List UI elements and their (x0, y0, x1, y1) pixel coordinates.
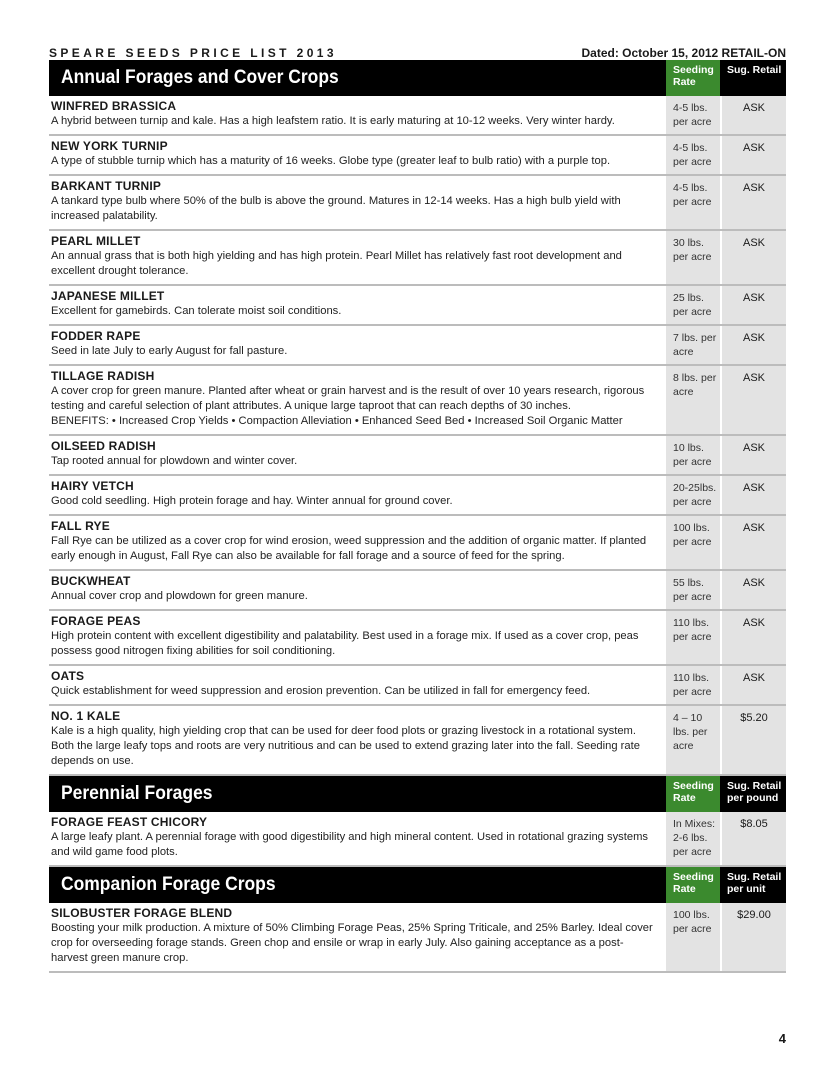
retail-price-header: Sug. Retail (720, 60, 786, 96)
seeding-rate: 8 lbs. per acre (666, 366, 720, 434)
product-row (49, 436, 786, 476)
product-row (49, 571, 786, 611)
product-name: OATS (51, 669, 85, 683)
retail-price: $5.20 (720, 706, 786, 774)
retail-price: ASK (720, 366, 786, 434)
product-name: WINFRED BRASSICA (51, 99, 177, 113)
product-description: High protein content with excellent digestibility and palatability. Best used in a forage mix. If used as a cover crop, peas possess good nitrogen fixing abilities for soil conditioning. (51, 630, 639, 657)
section-2 (49, 867, 786, 973)
seeding-rate: 4 – 10 lbs. per acre (666, 706, 720, 774)
product-description: A hybrid between turnip and kale. Has a high leafstem ratio. It is early maturing at 10-12 weeks. Very winter hardy. (51, 115, 615, 127)
product-description: A large leafy plant. A perennial forage with good digestibility and high mineral content. Used in rotational grazing systems and wild game food plots. (51, 831, 649, 858)
section-title: Perennial Forages (60, 783, 213, 804)
product-description: Good cold seedling. High protein forage and hay. Winter annual for ground cover. (51, 495, 453, 507)
page-number: 4 (778, 1031, 786, 1046)
product-description-cell (49, 176, 666, 229)
seeding-rate: 100 lbs. per acre (666, 516, 720, 569)
product-row (49, 516, 786, 571)
retail-price: $8.05 (720, 812, 786, 865)
seeding-rate-header: Seeding Rate (666, 867, 720, 903)
seeding-rate: 55 lbs. per acre (666, 571, 720, 609)
retail-price: ASK (720, 231, 786, 284)
product-description: An annual grass that is both high yielding and has high protein. Pearl Millet has relatively fast root development and excellent drought tolerance. (51, 250, 622, 277)
product-description: Tap rooted annual for plowdown and winter cover. (51, 455, 298, 467)
product-description-cell (49, 326, 666, 364)
product-row (49, 231, 786, 286)
section-0 (49, 60, 786, 776)
retail-price: $29.00 (720, 903, 786, 971)
retail-price: ASK (720, 516, 786, 569)
product-description: Kale is a high quality, high yielding crop that can be used for deer food plots or grazing livestock in a rotational system. Both the large leafy tops and roots are very nutritious and can be used to extend grazing later into the fall. Seeding rate depends on use. (51, 725, 640, 767)
product-description: Annual cover crop and plowdown for green manure. (51, 590, 308, 602)
seeding-rate: In Mixes: 2-6 lbs. per acre (666, 812, 720, 865)
retail-price: ASK (720, 476, 786, 514)
product-name: BARKANT TURNIP (51, 179, 162, 193)
seeding-rate: 4-5 lbs. per acre (666, 176, 720, 229)
product-name: FALL RYE (51, 519, 110, 533)
product-description-cell (49, 476, 666, 514)
product-description: A tankard type bulb where 50% of the bulb is above the ground. Matures in 12-14 weeks. Has a high bulb yield with increased palatability. (51, 195, 621, 222)
section-header (49, 60, 786, 96)
retail-price: ASK (720, 96, 786, 134)
seeding-rate: 110 lbs. per acre (666, 666, 720, 704)
section-1 (49, 776, 786, 867)
document-date: Dated: October 15, 2012 RETAIL-ON (581, 46, 786, 60)
document-title: SPEARE SEEDS PRICE LIST 2013 (49, 46, 337, 60)
product-row (49, 812, 786, 865)
section-header (49, 867, 786, 903)
product-name: OILSEED RADISH (51, 439, 156, 453)
product-benefits: BENEFITS: • Increased Crop Yields • Compaction Alleviation • Enhanced Seed Bed • Increased Soil Organic Matter (51, 415, 623, 427)
product-name: NEW YORK TURNIP (51, 139, 168, 153)
product-row (49, 176, 786, 231)
retail-price: ASK (720, 136, 786, 174)
seeding-rate: 30 lbs. per acre (666, 231, 720, 284)
product-name: BUCKWHEAT (51, 574, 131, 588)
price-list-page (49, 40, 786, 973)
product-description-cell (49, 903, 666, 971)
product-description-cell (49, 812, 666, 865)
product-row (49, 903, 786, 971)
product-description-cell (49, 571, 666, 609)
sections-container (49, 60, 786, 973)
product-description-cell (49, 611, 666, 664)
product-name: HAIRY VETCH (51, 479, 134, 493)
product-description-cell (49, 231, 666, 284)
seeding-rate-header: Seeding Rate (666, 776, 720, 812)
product-row (49, 326, 786, 366)
product-description: A cover crop for green manure. Planted after wheat or grain harvest and is the result of over 10 years research, rigorous testing and careful selection of plant attributes. A unique large taproot that can reach depths of 30 inches. (51, 385, 645, 412)
product-description: Excellent for gamebirds. Can tolerate moist soil conditions. (51, 305, 342, 317)
product-description-cell (49, 96, 666, 134)
product-row (49, 476, 786, 516)
product-description-cell (49, 136, 666, 174)
product-row (49, 366, 786, 436)
seeding-rate: 20-25lbs. per acre (666, 476, 720, 514)
product-description: Boosting your milk production. A mixture of 50% Climbing Forage Peas, 25% Spring Triticale, and 25% Barley. Ideal cover crop for overseeding forage stands. Green chop and ensile or wrap in early July. Also gaining acceptance as a post-harvest green manure crop. (51, 922, 653, 964)
retail-price: ASK (720, 666, 786, 704)
product-row (49, 136, 786, 176)
product-description-cell (49, 286, 666, 324)
product-description-cell (49, 666, 666, 704)
product-description: A type of stubble turnip which has a maturity of 16 weeks. Globe type (greater leaf to bulb ratio) with a purple top. (51, 155, 611, 167)
section-title: Companion Forage Crops (60, 874, 276, 895)
seeding-rate: 10 lbs. per acre (666, 436, 720, 474)
product-name: SILOBUSTER FORAGE BLEND (51, 906, 233, 920)
product-name: TILLAGE RADISH (51, 369, 155, 383)
seeding-rate: 25 lbs. per acre (666, 286, 720, 324)
product-description: Fall Rye can be utilized as a cover crop for wind erosion, weed suppression and the addition of organic matter. If planted early enough in August, Fall Rye can also be available for fall forage and a source of feed for the spring. (51, 535, 647, 562)
product-name: PEARL MILLET (51, 234, 141, 248)
section-title: Annual Forages and Cover Crops (60, 67, 339, 88)
product-name: FODDER RAPE (51, 329, 141, 343)
product-name: FORAGE PEAS (51, 614, 141, 628)
product-row (49, 286, 786, 326)
product-description-cell (49, 366, 666, 434)
product-description-cell (49, 516, 666, 569)
document-header (49, 40, 786, 60)
product-description-cell (49, 436, 666, 474)
retail-price-header: Sug. Retail per unit (720, 867, 786, 903)
seeding-rate: 7 lbs. per acre (666, 326, 720, 364)
product-row (49, 611, 786, 666)
product-row (49, 96, 786, 136)
seeding-rate: 110 lbs. per acre (666, 611, 720, 664)
product-description-cell (49, 706, 666, 774)
retail-price: ASK (720, 436, 786, 474)
seeding-rate: 100 lbs. per acre (666, 903, 720, 971)
product-row (49, 706, 786, 774)
seeding-rate: 4-5 lbs. per acre (666, 136, 720, 174)
retail-price-header: Sug. Retail per pound (720, 776, 786, 812)
section-header (49, 776, 786, 812)
product-description: Seed in late July to early August for fall pasture. (51, 345, 288, 357)
product-description: Quick establishment for weed suppression and erosion prevention. Can be utilized in fall for emergency feed. (51, 685, 591, 697)
retail-price: ASK (720, 571, 786, 609)
seeding-rate: 4-5 lbs. per acre (666, 96, 720, 134)
product-row (49, 666, 786, 706)
retail-price: ASK (720, 611, 786, 664)
product-name: JAPANESE MILLET (51, 289, 165, 303)
product-name: NO. 1 KALE (51, 709, 121, 723)
retail-price: ASK (720, 326, 786, 364)
seeding-rate-header: Seeding Rate (666, 60, 720, 96)
product-name: FORAGE FEAST CHICORY (51, 815, 208, 829)
retail-price: ASK (720, 176, 786, 229)
retail-price: ASK (720, 286, 786, 324)
